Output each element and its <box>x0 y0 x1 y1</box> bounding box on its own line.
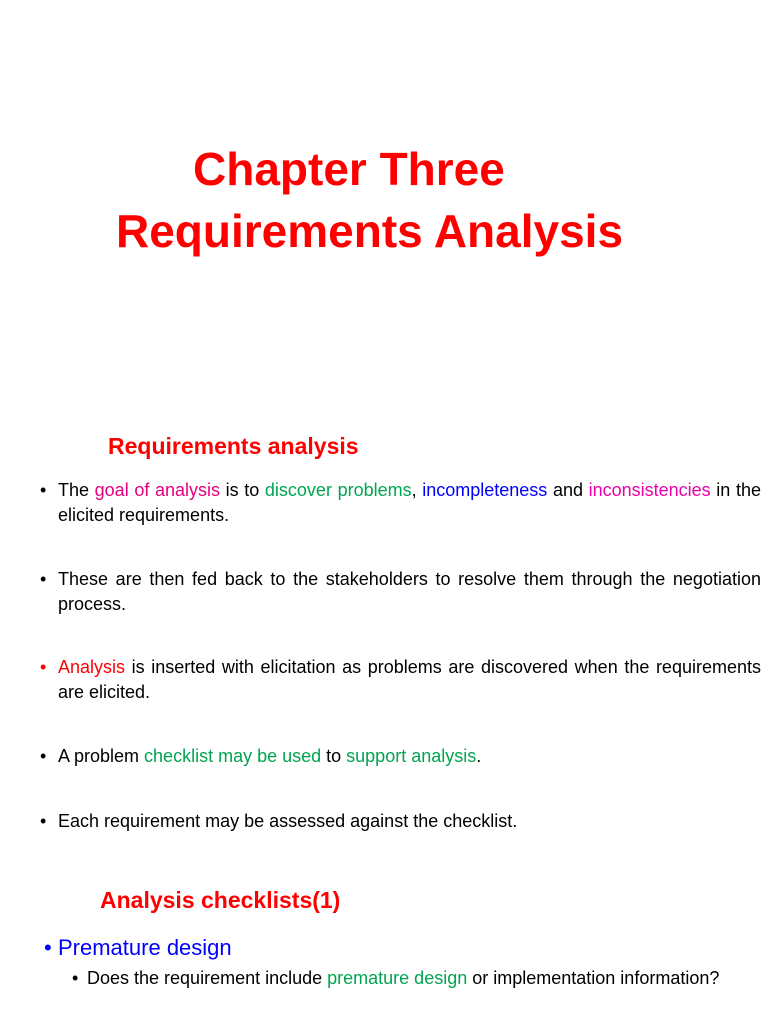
bullet-dot: • <box>72 968 79 988</box>
text-run: , <box>411 480 423 500</box>
text-run: A problem <box>58 746 145 766</box>
bullet-dot: • <box>40 569 47 589</box>
text-run: . <box>476 746 482 766</box>
bullet-fed-back <box>40 567 761 617</box>
bullet-text <box>58 655 761 705</box>
bullet-analysis-inserted <box>40 655 761 705</box>
chapter-title-line2: Requirements Analysis <box>116 205 624 257</box>
subitem-text <box>87 966 752 991</box>
highlight-premature-design: premature design <box>327 968 468 988</box>
text-run: or implementation information? <box>467 968 720 988</box>
bullet-text <box>58 478 761 528</box>
bullet-dot: • <box>40 746 47 766</box>
text-run: Does the requirement include <box>87 968 328 988</box>
text-run: to <box>321 746 347 766</box>
highlight-analysis: Analysis <box>58 657 126 677</box>
highlight-inconsistencies: inconsistencies <box>588 480 711 500</box>
checklist-item-premature-design <box>44 934 232 962</box>
text-run: is inserted with elicitation as problems are discovered when the requirements are elicited. <box>58 657 761 702</box>
bullet-dot: • <box>40 657 47 677</box>
bullet-each-requirement <box>40 809 761 834</box>
chapter-title <box>0 138 768 262</box>
checklist-subitem-premature-design-question <box>72 966 752 991</box>
text-run: and <box>547 480 589 500</box>
text-run: is to <box>220 480 265 500</box>
highlight-support-analysis: support analysis <box>346 746 477 766</box>
bullet-text: These are then fed back to the stakeholders to resolve them through the negotiation process. <box>58 569 761 614</box>
section-heading-requirements-analysis: Requirements analysis <box>108 433 359 459</box>
bullet-dot: • <box>40 811 47 831</box>
bullet-dot: • <box>40 480 47 500</box>
bullet-dot: • <box>44 935 52 960</box>
text-run: The <box>58 480 95 500</box>
bullet-goal-of-analysis <box>40 478 761 528</box>
bullet-problem-checklist <box>40 744 761 769</box>
section-heading-analysis-checklists: Analysis checklists(1) <box>100 887 341 913</box>
checklist-item-label: Premature design <box>58 935 232 960</box>
bullet-text <box>58 744 761 769</box>
bullet-text: Each requirement may be assessed against the checklist. <box>58 811 518 831</box>
highlight-discover-problems: discover problems <box>264 480 412 500</box>
highlight-checklist-may-be-used: checklist may be used <box>144 746 322 766</box>
chapter-title-line1: Chapter Three <box>193 143 505 195</box>
highlight-goal-of-analysis: goal of analysis <box>94 480 220 500</box>
highlight-incompleteness: incompleteness <box>422 480 548 500</box>
text-run: in the elicited requirements. <box>58 480 761 525</box>
